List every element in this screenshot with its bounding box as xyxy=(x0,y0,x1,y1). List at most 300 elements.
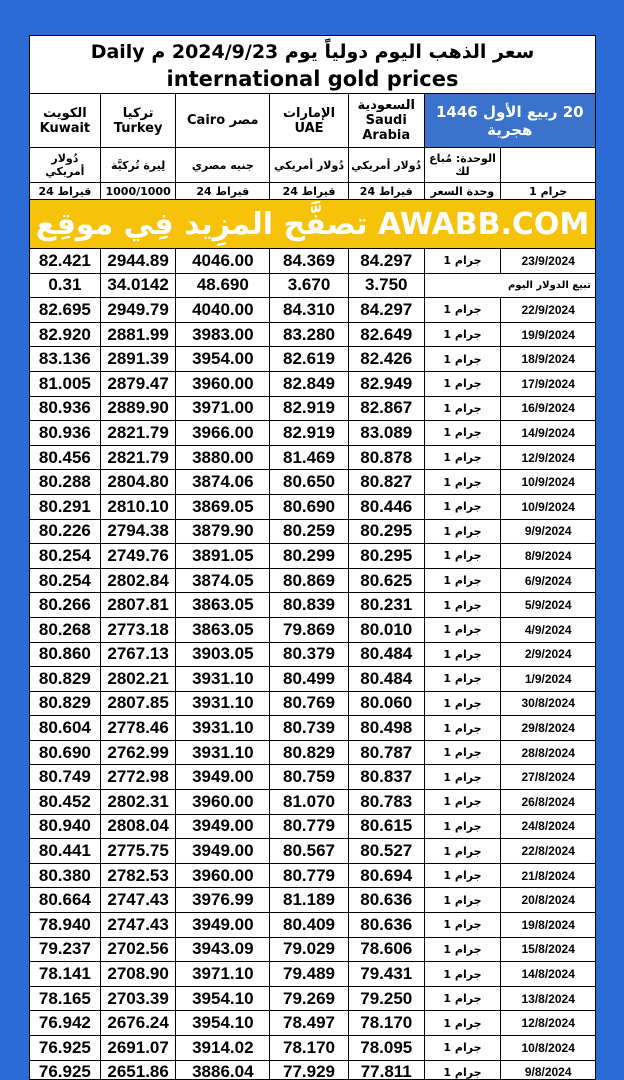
cell-kuwait: 80.936 xyxy=(30,397,101,421)
cell-date: 9/9/2024 xyxy=(524,524,572,539)
table-row xyxy=(30,864,595,889)
unit-label: الوحدة: مُباع لك xyxy=(425,148,502,182)
cell-cairo: 3954.00 xyxy=(176,347,270,371)
cell-uae: 84.310 xyxy=(270,298,349,322)
cell-note: تبيع الدولار اليوم xyxy=(508,279,592,291)
cell-unit: 1 جرام xyxy=(425,569,502,593)
cell-date: 9/8/2024 xyxy=(524,1065,572,1080)
table-row xyxy=(30,667,595,692)
header-saudi xyxy=(349,94,425,147)
gram-label: 1 جرام xyxy=(529,184,568,198)
cell-unit: 1 جرام xyxy=(425,839,502,863)
cell-unit: 1 جرام xyxy=(425,495,502,519)
header-saudi-en1: Saudi xyxy=(365,113,407,128)
cell-kuwait: 0.31 xyxy=(30,274,101,298)
cell-cairo: 3931.10 xyxy=(176,667,270,691)
cell-date: 5/9/2024 xyxy=(524,598,572,613)
cell-turkey: 2775.75 xyxy=(101,839,177,863)
cell-date: 20/8/2024 xyxy=(521,893,575,908)
site-banner[interactable]: AWABB.COM تصفَّح المزِيد فِي موقِع xyxy=(30,200,595,249)
price-table xyxy=(30,249,595,1080)
cell-date: 8/9/2024 xyxy=(524,548,572,563)
cell-turkey: 2767.13 xyxy=(101,643,177,667)
cell-saudi: 80.636 xyxy=(349,888,425,912)
cell-kuwait: 80.829 xyxy=(30,692,101,716)
cell-unit: 1 جرام xyxy=(425,520,502,544)
page-title xyxy=(30,36,595,94)
cell-date: 22/8/2024 xyxy=(521,844,575,859)
cell-cairo: 3880.00 xyxy=(176,446,270,470)
cell-saudi: 80.615 xyxy=(349,815,425,839)
cell-cairo: 3949.00 xyxy=(176,765,270,789)
cell-unit: 1 جرام xyxy=(425,790,502,814)
cell-cairo: 3931.10 xyxy=(176,716,270,740)
cell-unit: 1 جرام xyxy=(425,692,502,716)
cell-cairo: 3971.10 xyxy=(176,962,270,986)
cell-turkey: 2782.53 xyxy=(101,864,177,888)
cell-unit: 1 جرام xyxy=(425,913,502,937)
cell-unit: 1 جرام xyxy=(425,987,502,1011)
cell-unit: 1 جرام xyxy=(425,716,502,740)
cell-turkey: 2772.98 xyxy=(101,765,177,789)
cell-kuwait: 82.695 xyxy=(30,298,101,322)
currency-kuwait: دُولار أمريكي xyxy=(30,148,101,182)
cell-date: 10/9/2024 xyxy=(521,499,575,514)
cell-date: 29/8/2024 xyxy=(521,721,575,736)
cell-cairo: 4040.00 xyxy=(176,298,270,322)
cell-cairo: 48.690 xyxy=(176,274,270,298)
cell-saudi: 80.484 xyxy=(349,643,425,667)
table-row xyxy=(30,692,595,717)
cell-saudi: 84.297 xyxy=(349,249,425,273)
cell-uae: 80.690 xyxy=(270,495,349,519)
table-row xyxy=(30,298,595,323)
cell-unit: 1 جرام xyxy=(425,421,502,445)
cell-kuwait: 78.141 xyxy=(30,962,101,986)
cell-uae: 82.919 xyxy=(270,421,349,445)
header-uae-en: UAE xyxy=(294,120,324,136)
cell-cairo: 3960.00 xyxy=(176,790,270,814)
cell-date: 15/8/2024 xyxy=(521,942,575,957)
table-row xyxy=(30,938,595,963)
table-row xyxy=(30,1036,595,1061)
header-kuwait xyxy=(30,94,101,147)
cell-unit: 1 جرام xyxy=(425,618,502,642)
currency-row xyxy=(30,148,595,183)
cell-uae: 82.619 xyxy=(270,347,349,371)
cell-turkey: 2802.21 xyxy=(101,667,177,691)
table-row xyxy=(30,470,595,495)
cell-uae: 78.497 xyxy=(270,1011,349,1035)
cell-kuwait: 79.237 xyxy=(30,938,101,962)
table-row xyxy=(30,544,595,569)
cell-unit: 1 جرام xyxy=(425,446,502,470)
cell-turkey: 2747.43 xyxy=(101,888,177,912)
header-kuwait-en: Kuwait xyxy=(39,120,91,136)
cell-saudi: 78.606 xyxy=(349,938,425,962)
cell-kuwait: 80.452 xyxy=(30,790,101,814)
cell-date: 30/8/2024 xyxy=(521,696,575,711)
karat-turkey: 1000/1000 xyxy=(101,183,177,199)
cell-unit: 1 جرام xyxy=(425,323,502,347)
cell-turkey: 2702.56 xyxy=(101,938,177,962)
cell-unit: 1 جرام xyxy=(425,544,502,568)
table-row xyxy=(30,643,595,668)
cell-date: 19/9/2024 xyxy=(521,327,575,342)
cell-cairo: 3903.05 xyxy=(176,643,270,667)
cell-cairo: 3863.05 xyxy=(176,618,270,642)
cell-date: 26/8/2024 xyxy=(521,794,575,809)
table-row xyxy=(30,716,595,741)
table-row xyxy=(30,520,595,545)
cell-uae: 80.829 xyxy=(270,741,349,765)
table-row xyxy=(30,495,595,520)
cell-unit: 1 جرام xyxy=(425,938,502,962)
cell-turkey: 2703.39 xyxy=(101,987,177,1011)
cell-date: 2/9/2024 xyxy=(524,647,572,662)
table-row xyxy=(30,372,595,397)
cell-uae: 80.259 xyxy=(270,520,349,544)
cell-uae: 80.839 xyxy=(270,593,349,617)
cell-saudi: 78.095 xyxy=(349,1036,425,1060)
cell-uae: 81.469 xyxy=(270,446,349,470)
cell-saudi: 80.010 xyxy=(349,618,425,642)
cell-saudi: 82.426 xyxy=(349,347,425,371)
cell-turkey: 2804.80 xyxy=(101,470,177,494)
cell-unit: 1 جرام xyxy=(425,1011,502,1035)
table-row xyxy=(30,913,595,938)
table-row xyxy=(30,987,595,1012)
cell-turkey: 2808.04 xyxy=(101,815,177,839)
cell-kuwait: 80.829 xyxy=(30,667,101,691)
karat-saudi: 24 قيراط xyxy=(349,183,425,199)
cell-turkey: 2802.31 xyxy=(101,790,177,814)
cell-saudi: 80.827 xyxy=(349,470,425,494)
currency-saudi: دُولار أمريكي xyxy=(349,148,425,182)
cell-date: 12/8/2024 xyxy=(521,1016,575,1031)
cell-uae: 80.409 xyxy=(270,913,349,937)
cell-kuwait: 80.226 xyxy=(30,520,101,544)
cell-cairo: 3891.05 xyxy=(176,544,270,568)
cell-unit: 1 جرام xyxy=(425,593,502,617)
table-row xyxy=(30,1011,595,1036)
header-turkey xyxy=(101,94,177,147)
cell-saudi: 80.837 xyxy=(349,765,425,789)
cell-kuwait: 78.940 xyxy=(30,913,101,937)
price-unit-label: وحدة السعر xyxy=(425,183,502,199)
cell-unit: 1 جرام xyxy=(425,470,502,494)
cell-saudi: 80.783 xyxy=(349,790,425,814)
table-row xyxy=(30,397,595,422)
cell-turkey: 2802.84 xyxy=(101,569,177,593)
cell-uae: 3.670 xyxy=(270,274,349,298)
title-line-2: international gold prices xyxy=(166,67,459,91)
cell-unit: 1 جرام xyxy=(425,765,502,789)
header-uae-ar: الإمارات xyxy=(282,105,336,121)
cell-cairo: 3954.10 xyxy=(176,987,270,1011)
cell-saudi: 80.527 xyxy=(349,839,425,863)
table-row xyxy=(30,618,595,643)
cell-unit: 1 جرام xyxy=(425,741,502,765)
cell-uae: 82.849 xyxy=(270,372,349,396)
cell-uae: 82.919 xyxy=(270,397,349,421)
cell-cairo: 3949.00 xyxy=(176,913,270,937)
cell-cairo: 3874.05 xyxy=(176,569,270,593)
cell-saudi: 80.295 xyxy=(349,520,425,544)
cell-unit: 1 جرام xyxy=(425,1036,502,1060)
cell-saudi: 79.431 xyxy=(349,962,425,986)
gold-price-sheet xyxy=(29,35,596,1080)
header-turkey-ar: تركيا xyxy=(122,105,154,121)
cell-date: 14/8/2024 xyxy=(521,967,575,982)
cell-uae: 80.650 xyxy=(270,470,349,494)
cell-saudi: 80.498 xyxy=(349,716,425,740)
cell-cairo: 3960.00 xyxy=(176,864,270,888)
cell-date: 12/9/2024 xyxy=(521,450,575,465)
cell-turkey: 34.0142 xyxy=(101,274,177,298)
cell-turkey: 2676.24 xyxy=(101,1011,177,1035)
cell-date: 10/9/2024 xyxy=(521,475,575,490)
cell-uae: 80.567 xyxy=(270,839,349,863)
cell-turkey: 2773.18 xyxy=(101,618,177,642)
cell-saudi: 80.484 xyxy=(349,667,425,691)
cell-kuwait: 80.254 xyxy=(30,544,101,568)
cell-saudi: 80.295 xyxy=(349,544,425,568)
cell-uae: 80.779 xyxy=(270,864,349,888)
header-turkey-en: Turkey xyxy=(113,120,163,136)
cell-uae: 80.499 xyxy=(270,667,349,691)
table-row xyxy=(30,962,595,987)
cell-kuwait: 80.254 xyxy=(30,569,101,593)
cell-kuwait: 76.925 xyxy=(30,1036,101,1060)
cell-uae: 80.299 xyxy=(270,544,349,568)
cell-date: 16/9/2024 xyxy=(521,401,575,416)
cell-saudi: 80.231 xyxy=(349,593,425,617)
cell-date: 21/8/2024 xyxy=(521,868,575,883)
cell-turkey: 2807.81 xyxy=(101,593,177,617)
cell-kuwait: 80.268 xyxy=(30,618,101,642)
cell-saudi: 80.625 xyxy=(349,569,425,593)
cell-saudi: 80.060 xyxy=(349,692,425,716)
cell-turkey: 2821.79 xyxy=(101,421,177,445)
currency-cairo: جنيه مصري xyxy=(176,148,270,182)
cell-cairo: 3886.04 xyxy=(176,1061,270,1080)
cell-cairo: 3966.00 xyxy=(176,421,270,445)
cell-cairo: 3971.00 xyxy=(176,397,270,421)
cell-date: 23/9/2024 xyxy=(521,253,575,268)
cell-uae: 78.170 xyxy=(270,1036,349,1060)
table-row xyxy=(30,1061,595,1080)
cell-unit: 1 جرام xyxy=(425,888,502,912)
cell-date: 24/8/2024 xyxy=(521,819,575,834)
title-line-1: سعر الذهب اليوم دولياً يوم 2024/9/23 م Daily xyxy=(90,41,535,63)
cell-date: 28/8/2024 xyxy=(521,745,575,760)
karat-uae: 24 قيراط xyxy=(270,183,349,199)
table-row xyxy=(30,274,595,299)
cell-uae: 81.189 xyxy=(270,888,349,912)
cell-turkey: 2762.99 xyxy=(101,741,177,765)
cell-date: 10/8/2024 xyxy=(521,1040,575,1055)
cell-unit: 1 جرام xyxy=(425,667,502,691)
table-row xyxy=(30,249,595,274)
cell-turkey: 2708.90 xyxy=(101,962,177,986)
table-row xyxy=(30,593,595,618)
hijri-date-line-2: هجرية xyxy=(487,120,533,139)
cell-uae: 80.769 xyxy=(270,692,349,716)
cell-unit: 1 جرام xyxy=(425,397,502,421)
cell-date: 27/8/2024 xyxy=(521,770,575,785)
cell-kuwait: 82.920 xyxy=(30,323,101,347)
cell-kuwait: 80.288 xyxy=(30,470,101,494)
cell-uae: 80.739 xyxy=(270,716,349,740)
cell-kuwait: 80.266 xyxy=(30,593,101,617)
cell-kuwait: 80.664 xyxy=(30,888,101,912)
table-row xyxy=(30,765,595,790)
cell-saudi: 80.787 xyxy=(349,741,425,765)
cell-saudi: 84.297 xyxy=(349,298,425,322)
cell-uae: 80.379 xyxy=(270,643,349,667)
table-row xyxy=(30,347,595,372)
cell-uae: 80.759 xyxy=(270,765,349,789)
cell-saudi: 80.878 xyxy=(349,446,425,470)
cell-cairo: 3960.00 xyxy=(176,372,270,396)
cell-unit: 1 جرام xyxy=(425,864,502,888)
cell-cairo: 3954.10 xyxy=(176,1011,270,1035)
karat-kuwait: 24 قيراط xyxy=(30,183,101,199)
cell-date: 22/9/2024 xyxy=(521,302,575,317)
table-row xyxy=(30,446,595,471)
cell-unit: 1 جرام xyxy=(425,347,502,371)
cell-turkey: 2691.07 xyxy=(101,1036,177,1060)
header-saudi-ar: السعودية xyxy=(357,98,415,113)
cell-date: 13/8/2024 xyxy=(521,991,575,1006)
header-kuwait-ar: الكويت xyxy=(43,105,87,121)
cell-uae: 80.869 xyxy=(270,569,349,593)
karat-row xyxy=(30,183,595,200)
cell-kuwait: 80.940 xyxy=(30,815,101,839)
cell-turkey: 2949.79 xyxy=(101,298,177,322)
cell-turkey: 2651.86 xyxy=(101,1061,177,1080)
cell-kuwait: 80.860 xyxy=(30,643,101,667)
cell-uae: 83.280 xyxy=(270,323,349,347)
table-row xyxy=(30,839,595,864)
header-cairo xyxy=(176,94,270,147)
cell-turkey: 2810.10 xyxy=(101,495,177,519)
table-row xyxy=(30,569,595,594)
cell-cairo: 3879.90 xyxy=(176,520,270,544)
cell-turkey: 2778.46 xyxy=(101,716,177,740)
cell-date: 14/9/2024 xyxy=(521,425,575,440)
cell-turkey: 2881.99 xyxy=(101,323,177,347)
cell-cairo: 3943.09 xyxy=(176,938,270,962)
cell-unit: 1 جرام xyxy=(425,372,502,396)
cell-kuwait: 80.456 xyxy=(30,446,101,470)
cell-saudi: 3.750 xyxy=(349,274,425,298)
cell-turkey: 2889.90 xyxy=(101,397,177,421)
currency-turkey: لِيرة تُركيَّة xyxy=(101,148,177,182)
cell-cairo: 4046.00 xyxy=(176,249,270,273)
cell-kuwait: 80.936 xyxy=(30,421,101,445)
table-row xyxy=(30,888,595,913)
table-row xyxy=(30,323,595,348)
hijri-date-line-1: 20 ربيع الأول 1446 xyxy=(436,102,584,121)
cell-uae: 81.070 xyxy=(270,790,349,814)
cell-kuwait: 80.690 xyxy=(30,741,101,765)
cell-cairo: 3949.00 xyxy=(176,839,270,863)
cell-uae: 80.779 xyxy=(270,815,349,839)
cell-turkey: 2794.38 xyxy=(101,520,177,544)
cell-unit: 1 جرام xyxy=(425,962,502,986)
cell-saudi: 82.949 xyxy=(349,372,425,396)
cell-kuwait: 76.925 xyxy=(30,1061,101,1080)
cell-unit: 1 جرام xyxy=(425,815,502,839)
cell-kuwait: 83.136 xyxy=(30,347,101,371)
unit-blank xyxy=(501,148,595,182)
cell-cairo: 3983.00 xyxy=(176,323,270,347)
cell-uae: 79.489 xyxy=(270,962,349,986)
cell-cairo: 3931.10 xyxy=(176,692,270,716)
table-row xyxy=(30,741,595,766)
cell-date: 18/9/2024 xyxy=(521,352,575,367)
cell-kuwait: 81.005 xyxy=(30,372,101,396)
country-header-row xyxy=(30,94,595,148)
cell-cairo: 3949.00 xyxy=(176,815,270,839)
currency-uae: دُولار أمريكي xyxy=(270,148,349,182)
cell-turkey: 2944.89 xyxy=(101,249,177,273)
table-row xyxy=(30,421,595,446)
cell-cairo: 3914.02 xyxy=(176,1036,270,1060)
cell-cairo: 3976.99 xyxy=(176,888,270,912)
cell-saudi: 80.694 xyxy=(349,864,425,888)
cell-kuwait: 76.942 xyxy=(30,1011,101,1035)
hijri-date xyxy=(425,94,595,147)
cell-uae: 79.869 xyxy=(270,618,349,642)
cell-kuwait: 80.749 xyxy=(30,765,101,789)
cell-saudi: 80.446 xyxy=(349,495,425,519)
cell-uae: 79.029 xyxy=(270,938,349,962)
cell-turkey: 2807.85 xyxy=(101,692,177,716)
cell-cairo: 3874.06 xyxy=(176,470,270,494)
cell-kuwait: 80.441 xyxy=(30,839,101,863)
table-row xyxy=(30,790,595,815)
cell-date: 17/9/2024 xyxy=(521,376,575,391)
cell-cairo: 3869.05 xyxy=(176,495,270,519)
cell-unit: 1 جرام xyxy=(425,1061,502,1080)
cell-kuwait: 80.604 xyxy=(30,716,101,740)
cell-uae: 84.369 xyxy=(270,249,349,273)
cell-unit: 1 جرام xyxy=(425,643,502,667)
cell-date: 4/9/2024 xyxy=(524,622,572,637)
cell-turkey: 2821.79 xyxy=(101,446,177,470)
cell-saudi: 78.170 xyxy=(349,1011,425,1035)
cell-cairo: 3863.05 xyxy=(176,593,270,617)
cell-unit: 1 جرام xyxy=(425,249,502,273)
cell-turkey: 2891.39 xyxy=(101,347,177,371)
cell-turkey: 2747.43 xyxy=(101,913,177,937)
cell-date: 19/8/2024 xyxy=(521,917,575,932)
cell-unit: 1 جرام xyxy=(425,298,502,322)
header-cairo-label: Cairo مصر xyxy=(187,113,259,128)
cell-kuwait: 78.165 xyxy=(30,987,101,1011)
cell-uae: 79.269 xyxy=(270,987,349,1011)
cell-date: 1/9/2024 xyxy=(524,671,572,686)
cell-saudi: 82.867 xyxy=(349,397,425,421)
cell-kuwait: 80.291 xyxy=(30,495,101,519)
cell-saudi: 77.811 xyxy=(349,1061,425,1080)
karat-cairo: 24 قيراط xyxy=(176,183,270,199)
cell-saudi: 80.636 xyxy=(349,913,425,937)
cell-kuwait: 80.380 xyxy=(30,864,101,888)
